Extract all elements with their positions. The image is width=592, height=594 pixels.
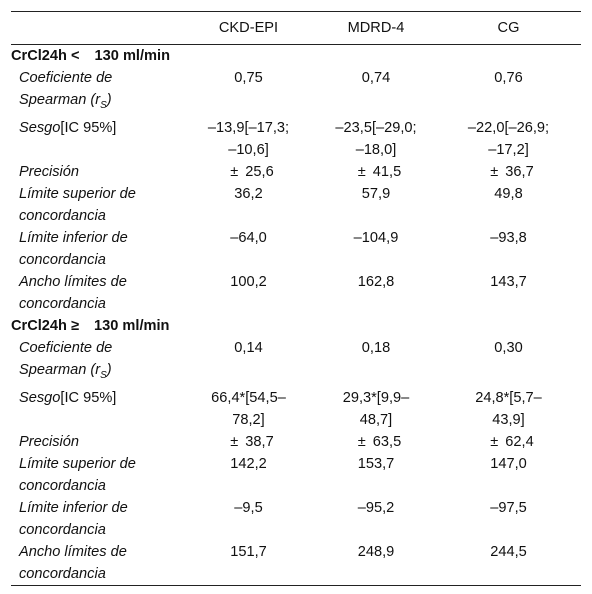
cell-value-line1: 147,0: [490, 455, 527, 472]
cell-value-line1: 24,8*[5,7–: [475, 389, 542, 406]
header-mdrd-4: MDRD-4: [316, 12, 436, 45]
row-label: [11, 117, 181, 161]
cell-value-line1: 153,7: [357, 455, 395, 472]
section-title: [11, 45, 581, 68]
row-label: [11, 183, 181, 227]
section-title-threshold: 130 ml/min: [94, 48, 170, 64]
cell-value: [181, 431, 316, 453]
cell-value-line1: 142,2: [230, 455, 267, 472]
plus-minus-sign: ±: [230, 163, 239, 180]
header-row: [11, 12, 581, 45]
row-label: [11, 497, 181, 541]
table-row: [11, 271, 581, 315]
row-label-line2: concordancia: [19, 521, 106, 538]
cell-value: [316, 453, 436, 497]
row-label: [11, 271, 181, 315]
section-title-condition: CrCl24h <: [11, 48, 80, 64]
cell-value-line1: 162,8: [357, 273, 395, 290]
row-label: [11, 227, 181, 271]
cell-value-line1: 248,9: [357, 543, 395, 560]
cell-value-line1: 0,74: [361, 70, 391, 86]
table-row: [11, 387, 581, 431]
row-label: [11, 161, 181, 183]
cell-value: [181, 453, 316, 497]
row-label-line1: Ancho límites de: [19, 273, 127, 290]
cell-value: [436, 387, 581, 431]
cell-value: [436, 161, 581, 183]
row-label-main: Sesgo: [19, 389, 61, 406]
row-label-close: ): [106, 361, 112, 378]
cell-value-line1: –13,9[–17,3;: [207, 119, 290, 136]
cell-value: [181, 227, 316, 271]
cell-value-line1: 36,2: [234, 185, 263, 202]
cell-value: [316, 541, 436, 586]
row-label-line1: Límite inferior de: [19, 229, 128, 246]
row-label-line1: Precisión: [19, 433, 80, 450]
row-label: [11, 431, 181, 453]
cell-value-line1: 25,6: [245, 163, 274, 180]
cell-value: [181, 161, 316, 183]
row-label-line1: Precisión: [19, 163, 80, 180]
cell-value-line1: –95,2: [357, 499, 395, 516]
plus-minus-sign: ±: [490, 433, 499, 450]
table-row: [11, 337, 581, 387]
row-label-ci: [IC 95%]: [60, 389, 117, 406]
cell-value-line1: 151,7: [230, 543, 267, 560]
cell-value: [181, 67, 316, 117]
cell-value-line1: 57,9: [361, 185, 391, 202]
row-label-line2: concordancia: [19, 295, 106, 312]
table-row: [11, 227, 581, 271]
row-label-line2: concordancia: [19, 477, 106, 494]
table-body: [11, 45, 581, 586]
cell-value-line1: –93,8: [490, 229, 527, 246]
cell-value: [181, 497, 316, 541]
cell-value-line2: –18,0]: [355, 141, 397, 158]
table-row: [11, 183, 581, 227]
row-label: [11, 67, 181, 117]
cell-value: [436, 117, 581, 161]
cell-value-line1: 62,4: [505, 433, 534, 450]
cell-value: [436, 541, 581, 586]
cell-value-line2: 48,7]: [359, 411, 393, 428]
section-title-condition: CrCl24h ≥: [11, 317, 80, 334]
cell-value: [181, 183, 316, 227]
plus-minus-sign: ±: [230, 433, 239, 450]
section-header-row: [11, 315, 581, 337]
header-blank: [11, 12, 181, 45]
cell-value: [181, 271, 316, 315]
cell-value-line2: –17,2]: [488, 141, 529, 158]
cell-value: [181, 387, 316, 431]
cell-value: [436, 183, 581, 227]
cell-value-line1: 244,5: [490, 543, 527, 560]
cell-value-line1: 0,76: [494, 70, 523, 86]
table-row: [11, 67, 581, 117]
cell-value-line1: 0,30: [494, 339, 523, 356]
cell-value: [316, 497, 436, 541]
cell-value: [436, 271, 581, 315]
cell-value-line1: 0,14: [234, 339, 263, 356]
cell-value-line1: 49,8: [494, 185, 523, 202]
table-row: [11, 117, 581, 161]
cell-value: [316, 227, 436, 271]
plus-minus-sign: ±: [357, 433, 366, 450]
row-label-main: Sesgo: [19, 119, 61, 136]
row-label-line1: Ancho límites de: [19, 543, 127, 560]
cell-value: [316, 117, 436, 161]
cell-value: [316, 183, 436, 227]
row-label-line2: concordancia: [19, 207, 106, 224]
row-label: [11, 337, 181, 387]
section-title-threshold: 130 ml/min: [94, 317, 170, 334]
cell-value-line1: 0,75: [234, 70, 263, 86]
row-label-line1: Coeficiente de: [19, 339, 113, 356]
cell-value-line1: 41,5: [372, 163, 402, 180]
cell-value: [316, 431, 436, 453]
row-label: [11, 541, 181, 586]
cell-value-line1: 0,18: [361, 339, 391, 356]
cell-value-line1: –104,9: [353, 229, 399, 246]
cell-value-line2: 78,2]: [232, 411, 265, 428]
row-label-line1: Límite superior de: [19, 185, 136, 202]
cell-value-line1: 29,3*[9,9–: [342, 389, 410, 406]
row-label-line1: Límite inferior de: [19, 499, 128, 516]
cell-value: [436, 67, 581, 117]
table-row: [11, 453, 581, 497]
row-label-line1: Límite superior de: [19, 455, 136, 472]
cell-value-line2: 43,9]: [492, 411, 525, 428]
cell-value-line1: –97,5: [490, 499, 527, 516]
row-label-line2: concordancia: [19, 251, 106, 268]
cell-value-line1: 100,2: [230, 273, 267, 290]
cell-value-line1: –9,5: [234, 499, 263, 516]
cell-value: [436, 227, 581, 271]
row-label-line1: Coeficiente de: [19, 70, 113, 86]
cell-value: [181, 337, 316, 387]
cell-value-line1: 36,7: [505, 163, 534, 180]
header-cg: CG: [436, 12, 581, 45]
cell-value-line1: 66,4*[54,5–: [211, 389, 286, 406]
cell-value: [316, 67, 436, 117]
table-row: [11, 161, 581, 183]
comparison-table: [11, 11, 581, 586]
cell-value: [316, 387, 436, 431]
cell-value: [181, 541, 316, 586]
plus-minus-sign: ±: [357, 163, 366, 180]
cell-value: [316, 271, 436, 315]
cell-value: [436, 497, 581, 541]
cell-value-line1: –22,0[–26,9;: [467, 119, 550, 136]
row-label: [11, 453, 181, 497]
row-label: [11, 387, 181, 431]
cell-value: [436, 453, 581, 497]
table-row: [11, 541, 581, 586]
plus-minus-sign: ±: [490, 163, 499, 180]
cell-value-line1: 38,7: [245, 433, 274, 450]
section-title: [11, 315, 581, 337]
row-label-subscript: S: [100, 369, 107, 381]
cell-value: [436, 431, 581, 453]
row-label-line2: Spearman (r: [19, 92, 101, 108]
table-row: [11, 497, 581, 541]
row-label-line2: Spearman (r: [19, 361, 101, 378]
cell-value-line1: –23,5[–29,0;: [335, 119, 417, 136]
cell-value-line1: –64,0: [230, 229, 267, 246]
row-label-close: ): [106, 92, 112, 108]
row-label-subscript: S: [100, 99, 107, 111]
cell-value: [316, 337, 436, 387]
cell-value-line1: 63,5: [372, 433, 402, 450]
row-label-line2: concordancia: [19, 565, 106, 582]
cell-value: [436, 337, 581, 387]
row-label-ci: [IC 95%]: [60, 119, 117, 136]
cell-value-line1: 143,7: [490, 273, 527, 290]
section-header-row: [11, 45, 581, 68]
cell-value-line2: –10,6]: [228, 141, 269, 158]
cell-value: [181, 117, 316, 161]
header-ckd-epi: CKD-EPI: [181, 12, 316, 45]
table-row: [11, 431, 581, 453]
cell-value: [316, 161, 436, 183]
